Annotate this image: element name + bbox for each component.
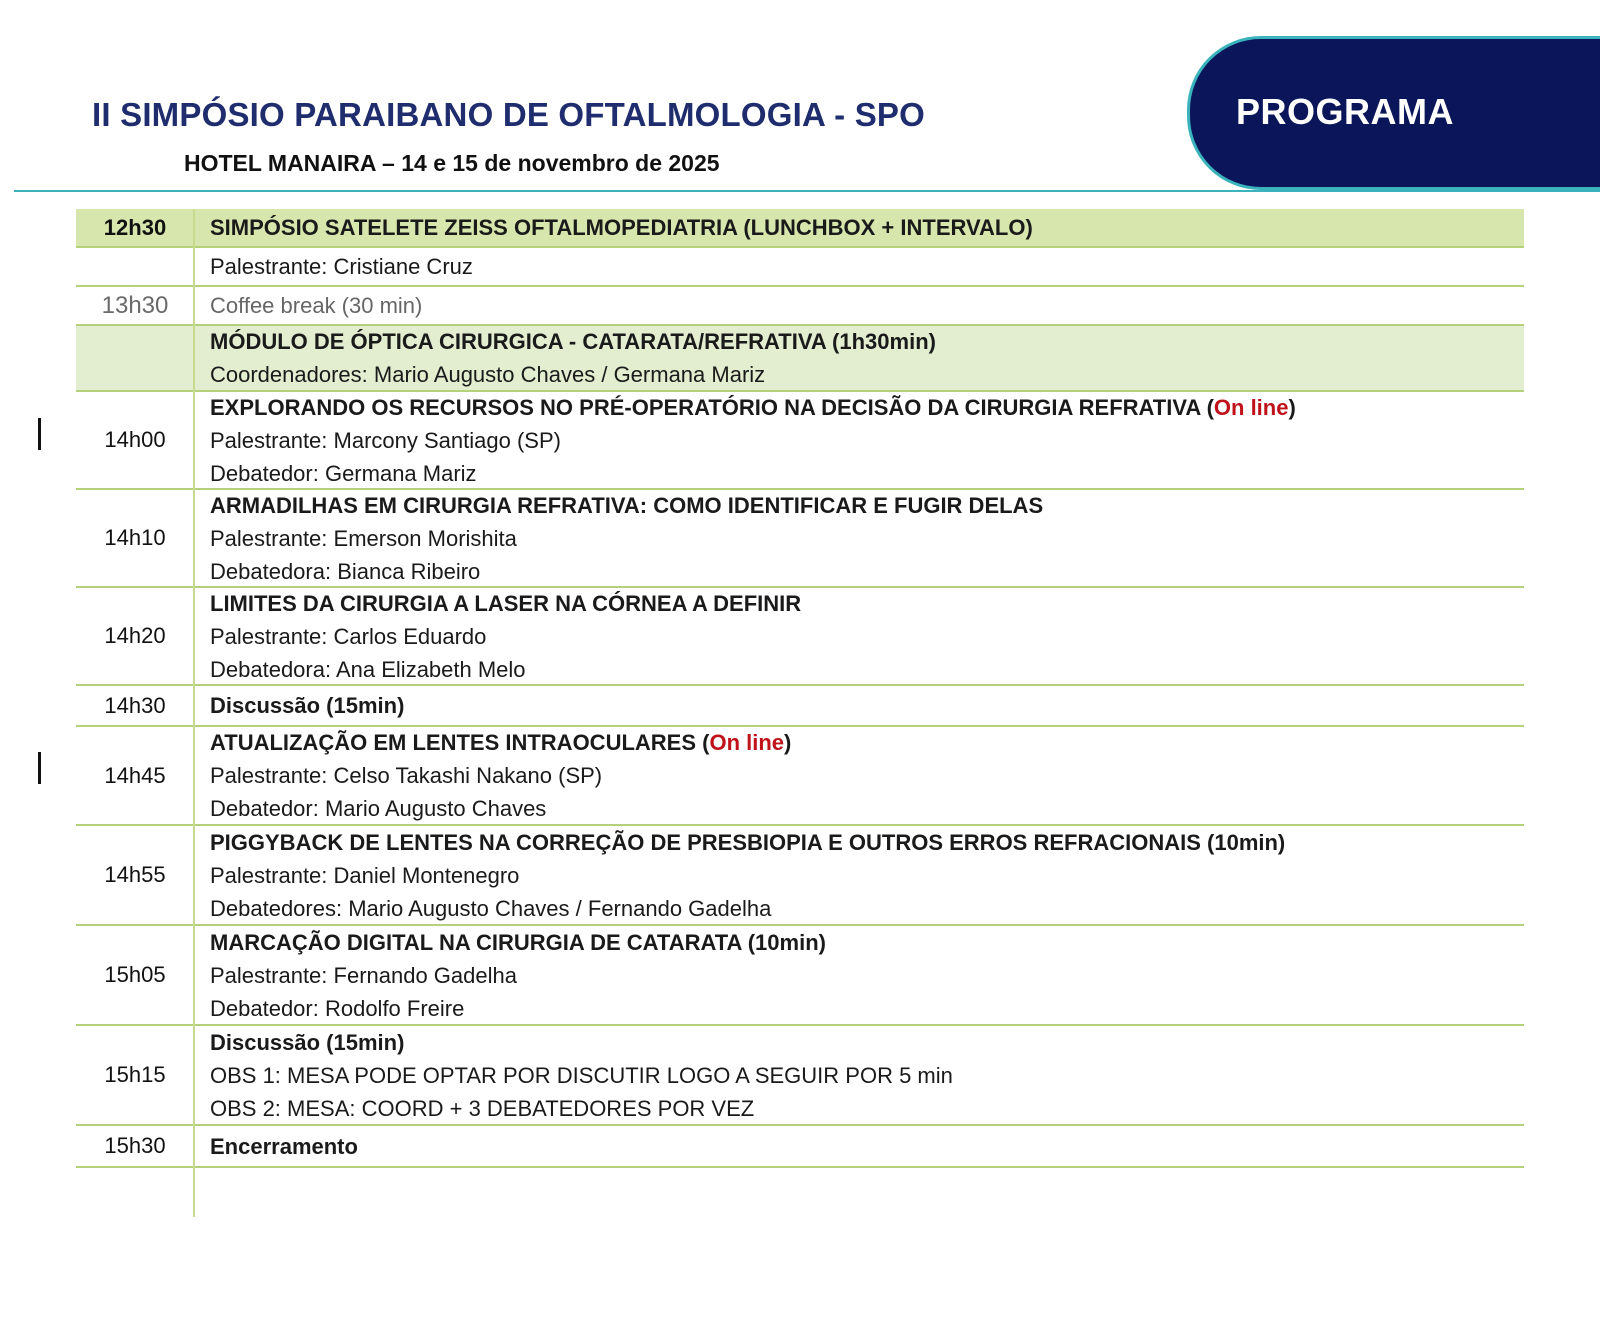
row-time: 15h15 <box>104 1062 166 1087</box>
session-title: EXPLORANDO OS RECURSOS NO PRÉ-OPERATÓRIO NA DECISÃO DA CIRURGIA REFRATIVA (On line) <box>210 394 1296 420</box>
session-title: ATUALIZAÇÃO EM LENTES INTRAOCULARES (On line) <box>210 730 792 755</box>
session-title: Discussão (15min) <box>210 1029 405 1055</box>
row-content <box>194 287 1524 324</box>
row-time: 14h20 <box>104 623 166 648</box>
speaker-line: Palestrante: Cristiane Cruz <box>210 254 473 279</box>
speaker-line: Palestrante: Daniel Montenegro <box>210 862 520 888</box>
row-time: 14h45 <box>104 762 166 788</box>
speaker-line: Palestrante: Marcony Santiago (SP) <box>210 427 561 453</box>
row-time: 13h30 <box>101 291 169 319</box>
debater-line: Debatedor: Mario Augusto Chaves <box>210 796 547 821</box>
table-row <box>76 392 1524 490</box>
programa-badge <box>1187 36 1600 190</box>
row-content <box>194 209 1524 246</box>
row-content <box>194 588 1524 684</box>
note-line: OBS 1: MESA PODE OPTAR POR DISCUTIR LOGO A SEGUIR POR 5 min <box>210 1062 953 1088</box>
session-title: PIGGYBACK DE LENTES NA CORREÇÃO DE PRESBIOPIA E OUTROS ERROS REFRACIONAIS (10min) <box>210 829 1286 855</box>
header-divider <box>14 190 1600 192</box>
row-content <box>194 926 1524 1024</box>
table-row <box>76 209 1524 248</box>
debater-line: Debatedor: Rodolfo Freire <box>210 995 465 1021</box>
debater-line: Debatedor: Germana Mariz <box>210 460 477 486</box>
module-title: MÓDULO DE ÓPTICA CIRURGICA - CATARATA/REFRATIVA (1h30min) <box>210 329 936 354</box>
time-column-divider <box>193 209 195 1217</box>
table-row <box>76 727 1524 826</box>
programa-label: PROGRAMA <box>1236 91 1454 132</box>
debater-line: Debatedora: Ana Elizabeth Melo <box>210 656 526 682</box>
row-content <box>194 248 1524 285</box>
row-time <box>76 326 194 390</box>
table-row <box>76 1126 1524 1168</box>
session-title: ARMADILHAS EM CIRURGIA REFRATIVA: COMO IDENTIFICAR E FUGIR DELAS <box>210 492 1044 518</box>
online-tag: On line <box>1213 394 1289 420</box>
row-time: 14h30 <box>104 692 166 718</box>
table-row <box>76 326 1524 392</box>
table-row <box>76 588 1524 686</box>
page-title: II SIMPÓSIO PARAIBANO DE OFTALMOLOGIA - SPO <box>92 96 926 133</box>
session-title: SIMPÓSIO SATELETE ZEISS OFTALMOPEDIATRIA (LUNCHBOX + INTERVALO) <box>210 215 1033 240</box>
speaker-line: Palestrante: Fernando Gadelha <box>210 962 517 988</box>
row-time: 14h10 <box>104 525 166 550</box>
table-row <box>76 490 1524 588</box>
table-row <box>76 1026 1524 1126</box>
table-row <box>76 287 1524 326</box>
debater-line: Debatedores: Mario Augusto Chaves / Fernando Gadelha <box>210 895 772 921</box>
session-title: MARCAÇÃO DIGITAL NA CIRURGIA DE CATARATA (10min) <box>210 929 826 955</box>
row-content <box>194 826 1524 924</box>
row-content <box>194 727 1524 824</box>
text-cursor-mark <box>38 418 41 450</box>
table-row <box>76 686 1524 727</box>
table-row <box>76 826 1524 926</box>
event-subtitle: HOTEL MANAIRA – 14 e 15 de novembro de 2025 <box>184 150 720 176</box>
row-content <box>194 1026 1524 1124</box>
debater-line: Debatedora: Bianca Ribeiro <box>210 558 481 584</box>
row-content <box>194 326 1524 390</box>
table-row <box>76 248 1524 287</box>
coordinators-line: Coordenadores: Mario Augusto Chaves / Germana Mariz <box>210 362 766 387</box>
online-tag: On line <box>709 730 785 755</box>
row-content <box>194 392 1524 488</box>
row-time: 14h55 <box>104 862 166 887</box>
row-content <box>194 1126 1524 1166</box>
row-time <box>76 248 194 285</box>
row-time: 14h00 <box>104 427 166 452</box>
note-line: OBS 2: MESA: COORD + 3 DEBATEDORES POR VEZ <box>210 1095 755 1121</box>
text-cursor-mark <box>38 752 41 784</box>
schedule-table <box>76 209 1524 1168</box>
row-content <box>194 686 1524 725</box>
row-time: 15h30 <box>104 1133 166 1158</box>
session-title: LIMITES DA CIRURGIA A LASER NA CÓRNEA A DEFINIR <box>210 590 802 616</box>
speaker-line: Palestrante: Carlos Eduardo <box>210 623 487 649</box>
session-title: Encerramento <box>210 1133 358 1159</box>
speaker-line: Palestrante: Celso Takashi Nakano (SP) <box>210 763 603 788</box>
row-time: 15h05 <box>104 962 166 987</box>
row-content <box>194 490 1524 586</box>
row-time: 12h30 <box>103 214 167 240</box>
session-title: Discussão (15min) <box>210 693 405 718</box>
break-line: Coffee break (30 min) <box>210 293 423 318</box>
speaker-line: Palestrante: Emerson Morishita <box>210 525 517 551</box>
table-row <box>76 926 1524 1026</box>
